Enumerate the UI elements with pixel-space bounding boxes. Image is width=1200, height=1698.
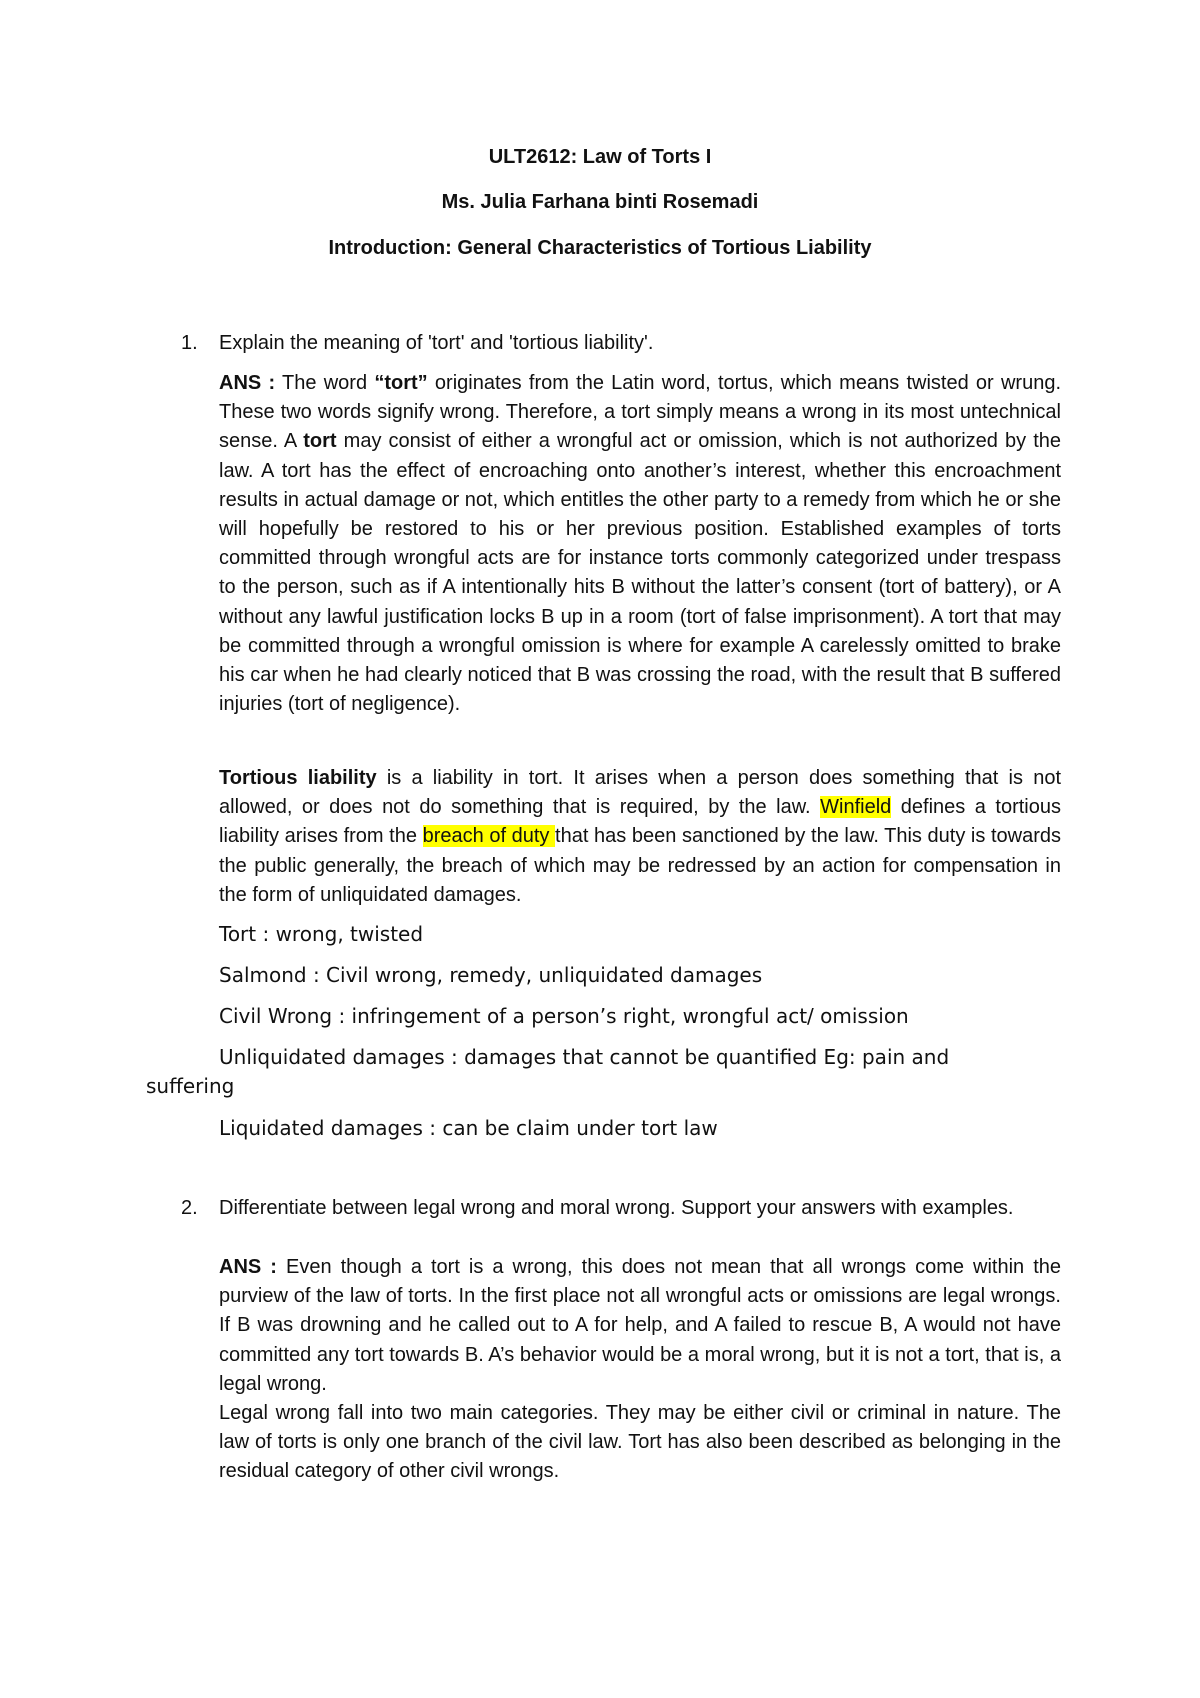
- topic-title: Introduction: General Characteristics of Tortious Liability: [328, 237, 872, 259]
- course-title: ULT2612: Law of Torts I: [488, 146, 712, 168]
- answer-2-paragraph-2: Legal wrong fall into two main categories. They may be either civil or criminal in nature. The law of torts is only one branch of the civil law. Tort has also been described as belonging in the residual category of other civil wrongs.: [219, 1402, 1061, 1483]
- note-unliquidated-line1: Unliquidated damages : damages that cannot be quantified Eg: pain and: [219, 1045, 950, 1069]
- note-unliquidated-line2: suffering: [146, 1074, 235, 1098]
- note-tort: Tort : wrong, twisted: [219, 922, 424, 946]
- note-salmond: Salmond : Civil wrong, remedy, unliquidated damages: [219, 963, 763, 987]
- note-liquidated: Liquidated damages : can be claim under tort law: [219, 1116, 718, 1140]
- answer-text: that has been sanctioned by the law. This duty is towards the public generally, the breach of which may be redressed by an action for compensation in the form of unliquidated damages.: [219, 825, 1061, 906]
- question-text: Explain the meaning of 'tort' and 'tortious liability'.: [219, 332, 654, 354]
- answer-2-paragraph-1: [219, 1253, 1061, 1399]
- answer-1-paragraph-2: [219, 764, 1061, 910]
- answer-text: may consist of either a wrongful act or omission, which is not authorized by the law. A tort has the effect of encroaching onto another’s interest, whether this encroachment results in actual damage or not, which entitles the other party to a remedy from which he or she will hopefully be restored to his or her previous position. Established examples of torts committed through wrongful acts are for instance torts commonly categorized under trespass to the person, such as if A intentionally hits B without the latter’s consent (tort of battery), or A without any lawful justification locks B up in a room (tort of false imprisonment). A tort that may be committed through a wrongful omission is where for example A carelessly omitted to brake his car when he had clearly noticed that B was crossing the road, with the result that B suffered injuries (tort of negligence).: [219, 430, 1062, 716]
- term-tort-quoted: “tort”: [374, 372, 428, 394]
- answer-1-paragraph-1: [219, 369, 1061, 719]
- ans-label: ANS :: [219, 372, 276, 394]
- answer-text: defines a tortious liability arises from the: [219, 796, 1061, 848]
- question-text: Differentiate between legal wrong and moral wrong. Support your answers with examples.: [219, 1197, 1014, 1219]
- note-civil-wrong: Civil Wrong : infringement of a person’s right, wrongful act/ omission: [219, 1004, 909, 1028]
- answer-text: is a liability in tort. It arises when a person does something that is not allowed, or does not do something that is required, by the law.: [219, 767, 1062, 819]
- highlight-breach-of-duty: breach of duty: [422, 825, 556, 848]
- lecturer-name: Ms. Julia Farhana binti Rosemadi: [441, 191, 759, 213]
- answer-text: originates from the Latin word, tortus, which means twisted or wrung. These two words signify wrong. Therefore, a tort simply means a wrong in its most untechnical sense. A: [219, 372, 1061, 453]
- question-number: 1.: [181, 332, 198, 354]
- question-number: 2.: [181, 1197, 198, 1219]
- ans-label: ANS :: [219, 1256, 277, 1278]
- answer-text: The word: [275, 372, 375, 394]
- term-tort: tort: [303, 430, 337, 453]
- term-tortious-liability: Tortious liability: [219, 767, 377, 789]
- highlight-winfield: Winfield: [820, 796, 892, 819]
- answer-text: Even though a tort is a wrong, this does not mean that all wrongs come within the purview of the law of torts. In the first place not all wrongful acts or omissions are legal wrongs. If B was drowning and he called out to A for help, and A failed to rescue B, A would not have committed any tort towards B. A’s behavior would be a moral wrong, but it is not a tort, that is, a legal wrong.: [219, 1256, 1062, 1395]
